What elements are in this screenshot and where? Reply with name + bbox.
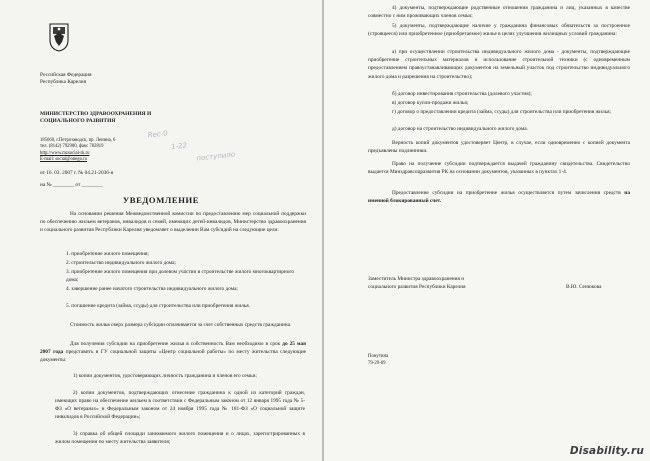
document-subitem: г) договор о предоставлении кредита (займа, ссуды) для строительства или приобретения жилья; bbox=[392, 109, 611, 115]
stamp-line-2: 1-22 bbox=[170, 141, 188, 152]
site-watermark: Disability.ru bbox=[569, 445, 644, 457]
cost-paragraph: Стоимость жилья сверх размера субсидии оплачивается за счет собственных средств гражданина. bbox=[70, 322, 292, 328]
reference-line: на № ________ от ________ bbox=[40, 182, 103, 188]
signature-name: В.Ю. Сенюкова bbox=[566, 284, 602, 290]
left-page bbox=[0, 0, 322, 461]
document-item: 2) копии документов, подтверждающих отнесение гражданина к одной из категорий граждан, имеющих право на обеспечение жильем в соответствии с Федеральным законом от 12 января 1995 года № 5-ФЗ «О ветеранах» и Федеральным законом от 24 ноября 1995 года № 181-ФЗ «О социальной защите инвалидов в Российской Федерации»; bbox=[55, 390, 305, 421]
purpose-item: 3. приобретение жилого помещения при долевом участии в строительстве жилого многоквартирного дома; bbox=[66, 269, 295, 284]
stamp-line-3: поступило bbox=[196, 150, 236, 163]
documents-intro-text: Для получения субсидии на приобретение жилья в собственность Вам необходимо в срок bbox=[70, 341, 281, 347]
document-subitem: б) договор инвестирования строительства (долевого участия); bbox=[392, 91, 532, 97]
executor-phone: 79-29-69 bbox=[368, 360, 386, 366]
executor bbox=[368, 354, 388, 367]
documents-intro bbox=[40, 340, 306, 365]
document-item: 4) документы, подтверждающие родственные отношения гражданина и лиц, указанных в качестве совместно с ним проживающих членов семьи; bbox=[368, 5, 630, 20]
purpose-item: 5. погашение кредита (займа, ссуды) для строительства или приобретения жилья. bbox=[66, 303, 250, 309]
documents-intro-text-2: представить в ГУ социальной защиты «Центр социальной работы» по месту жительства следующие документы: bbox=[40, 349, 307, 364]
karelia-emblem-icon bbox=[48, 22, 70, 52]
contacts-block bbox=[40, 138, 115, 163]
deadline: до 25 мая 2007 года bbox=[40, 341, 306, 356]
ministry-line-2: СОЦИАЛЬНОГО РАЗВИТИЯ bbox=[40, 118, 116, 125]
signature-title-line-1: Заместитель Министра здравоохранения и bbox=[368, 276, 465, 282]
verification-paragraph: Верность копий документов удостоверяет Центр, в случае, если одновременно с копией документа предъявлены подлинники. bbox=[368, 140, 630, 155]
stamp-line-1: Rec-0 bbox=[147, 129, 169, 140]
payment-paragraph bbox=[368, 189, 630, 205]
ministry-name bbox=[40, 111, 151, 126]
payment-account: на именной блокированный счет. bbox=[368, 190, 630, 205]
document-subitem: д) договор на строительство индивидуального жилого дома. bbox=[392, 126, 528, 132]
document-item: 1) копии документов, удостоверяющих личность гражданина и членов его семьи; bbox=[73, 373, 257, 379]
payment-text: Предоставление субсидии на приобретение жилья осуществляется путем зачисления средств bbox=[392, 190, 621, 196]
purpose-item: 2. строительство индивидуального жилого дома; bbox=[66, 260, 176, 266]
intro-paragraph: На основании решения Межведомственной комиссии по предоставлению мер социальной поддержки по обеспечению жильем ветеранов, инвалидов и семей, имеющих детей-инвалидов, Министерство здравоохранения и социального развития Республики Карелия уведомляет о выделении Вам субсидий на следующие цели: bbox=[40, 211, 306, 234]
contact-address: 185660, г.Петрозаводск, пр. Ленина, 6 bbox=[40, 138, 116, 143]
date-line: от 16. 03. 2007 г. № 04.21-2036-и bbox=[40, 170, 114, 176]
document-title: УВЕДОМЛЕНИЕ bbox=[122, 195, 200, 205]
contact-website: http://www.mzsocial-rk.ru bbox=[40, 150, 90, 156]
document-item: 5) документы, подтверждающие наличие у гражданина финансовых обязательств за построенное (строящееся) или приобретенное (приобретаемое) жилье в целях улучшения жилищных условий гражданина: bbox=[368, 23, 630, 38]
incoming-stamp bbox=[143, 118, 259, 189]
document-subitem: а) при осуществлении строительства индивидуального жилого дома - документы, подтверждающие приобретение строительных материалов и использование строительной техники (с одновременным предоставлением правоустанавливающих документов на земельный участок под строительство индивидуального жилого дома и разрешения на строительство); bbox=[368, 49, 630, 80]
signature-title-line-2: социального развития Республики Карелия bbox=[368, 284, 466, 291]
right-page bbox=[324, 0, 650, 461]
document-item: 3) справка об общей площади занимаемого жилого помещения и о лицах, зарегистрированных в жилом помещении по месту жительства заявителя; bbox=[55, 431, 305, 446]
org-name bbox=[40, 72, 92, 86]
signature-title bbox=[368, 275, 466, 292]
contact-phone: тел. (8142) 792900, факс 782819 bbox=[40, 144, 104, 150]
org-country: Российская Федерация bbox=[40, 72, 92, 78]
purpose-item: 1. приобретение жилого помещения; bbox=[66, 251, 149, 257]
subsidy-right-paragraph: Право на получение субсидии подтверждается выдачей гражданину свидетельства. Свидетельство выдается Минздравсоцразвития РК на основании документов, указанных в пунктах 1-4. bbox=[368, 161, 630, 176]
purpose-item: 4. завершение ранее начатого строительства индивидуального жилого дома; bbox=[66, 286, 238, 292]
contact-email: E-mail: social@onego.ru bbox=[40, 156, 88, 162]
executor-name: Понутина bbox=[368, 354, 389, 359]
org-republic: Республика Карелия bbox=[40, 79, 87, 85]
document-subitem: в) договор купли-продажи жилья; bbox=[392, 100, 469, 106]
ministry-line-1: МИНИСТЕРСТВО ЗДРАВООХРАНЕНИЯ И bbox=[40, 111, 152, 117]
